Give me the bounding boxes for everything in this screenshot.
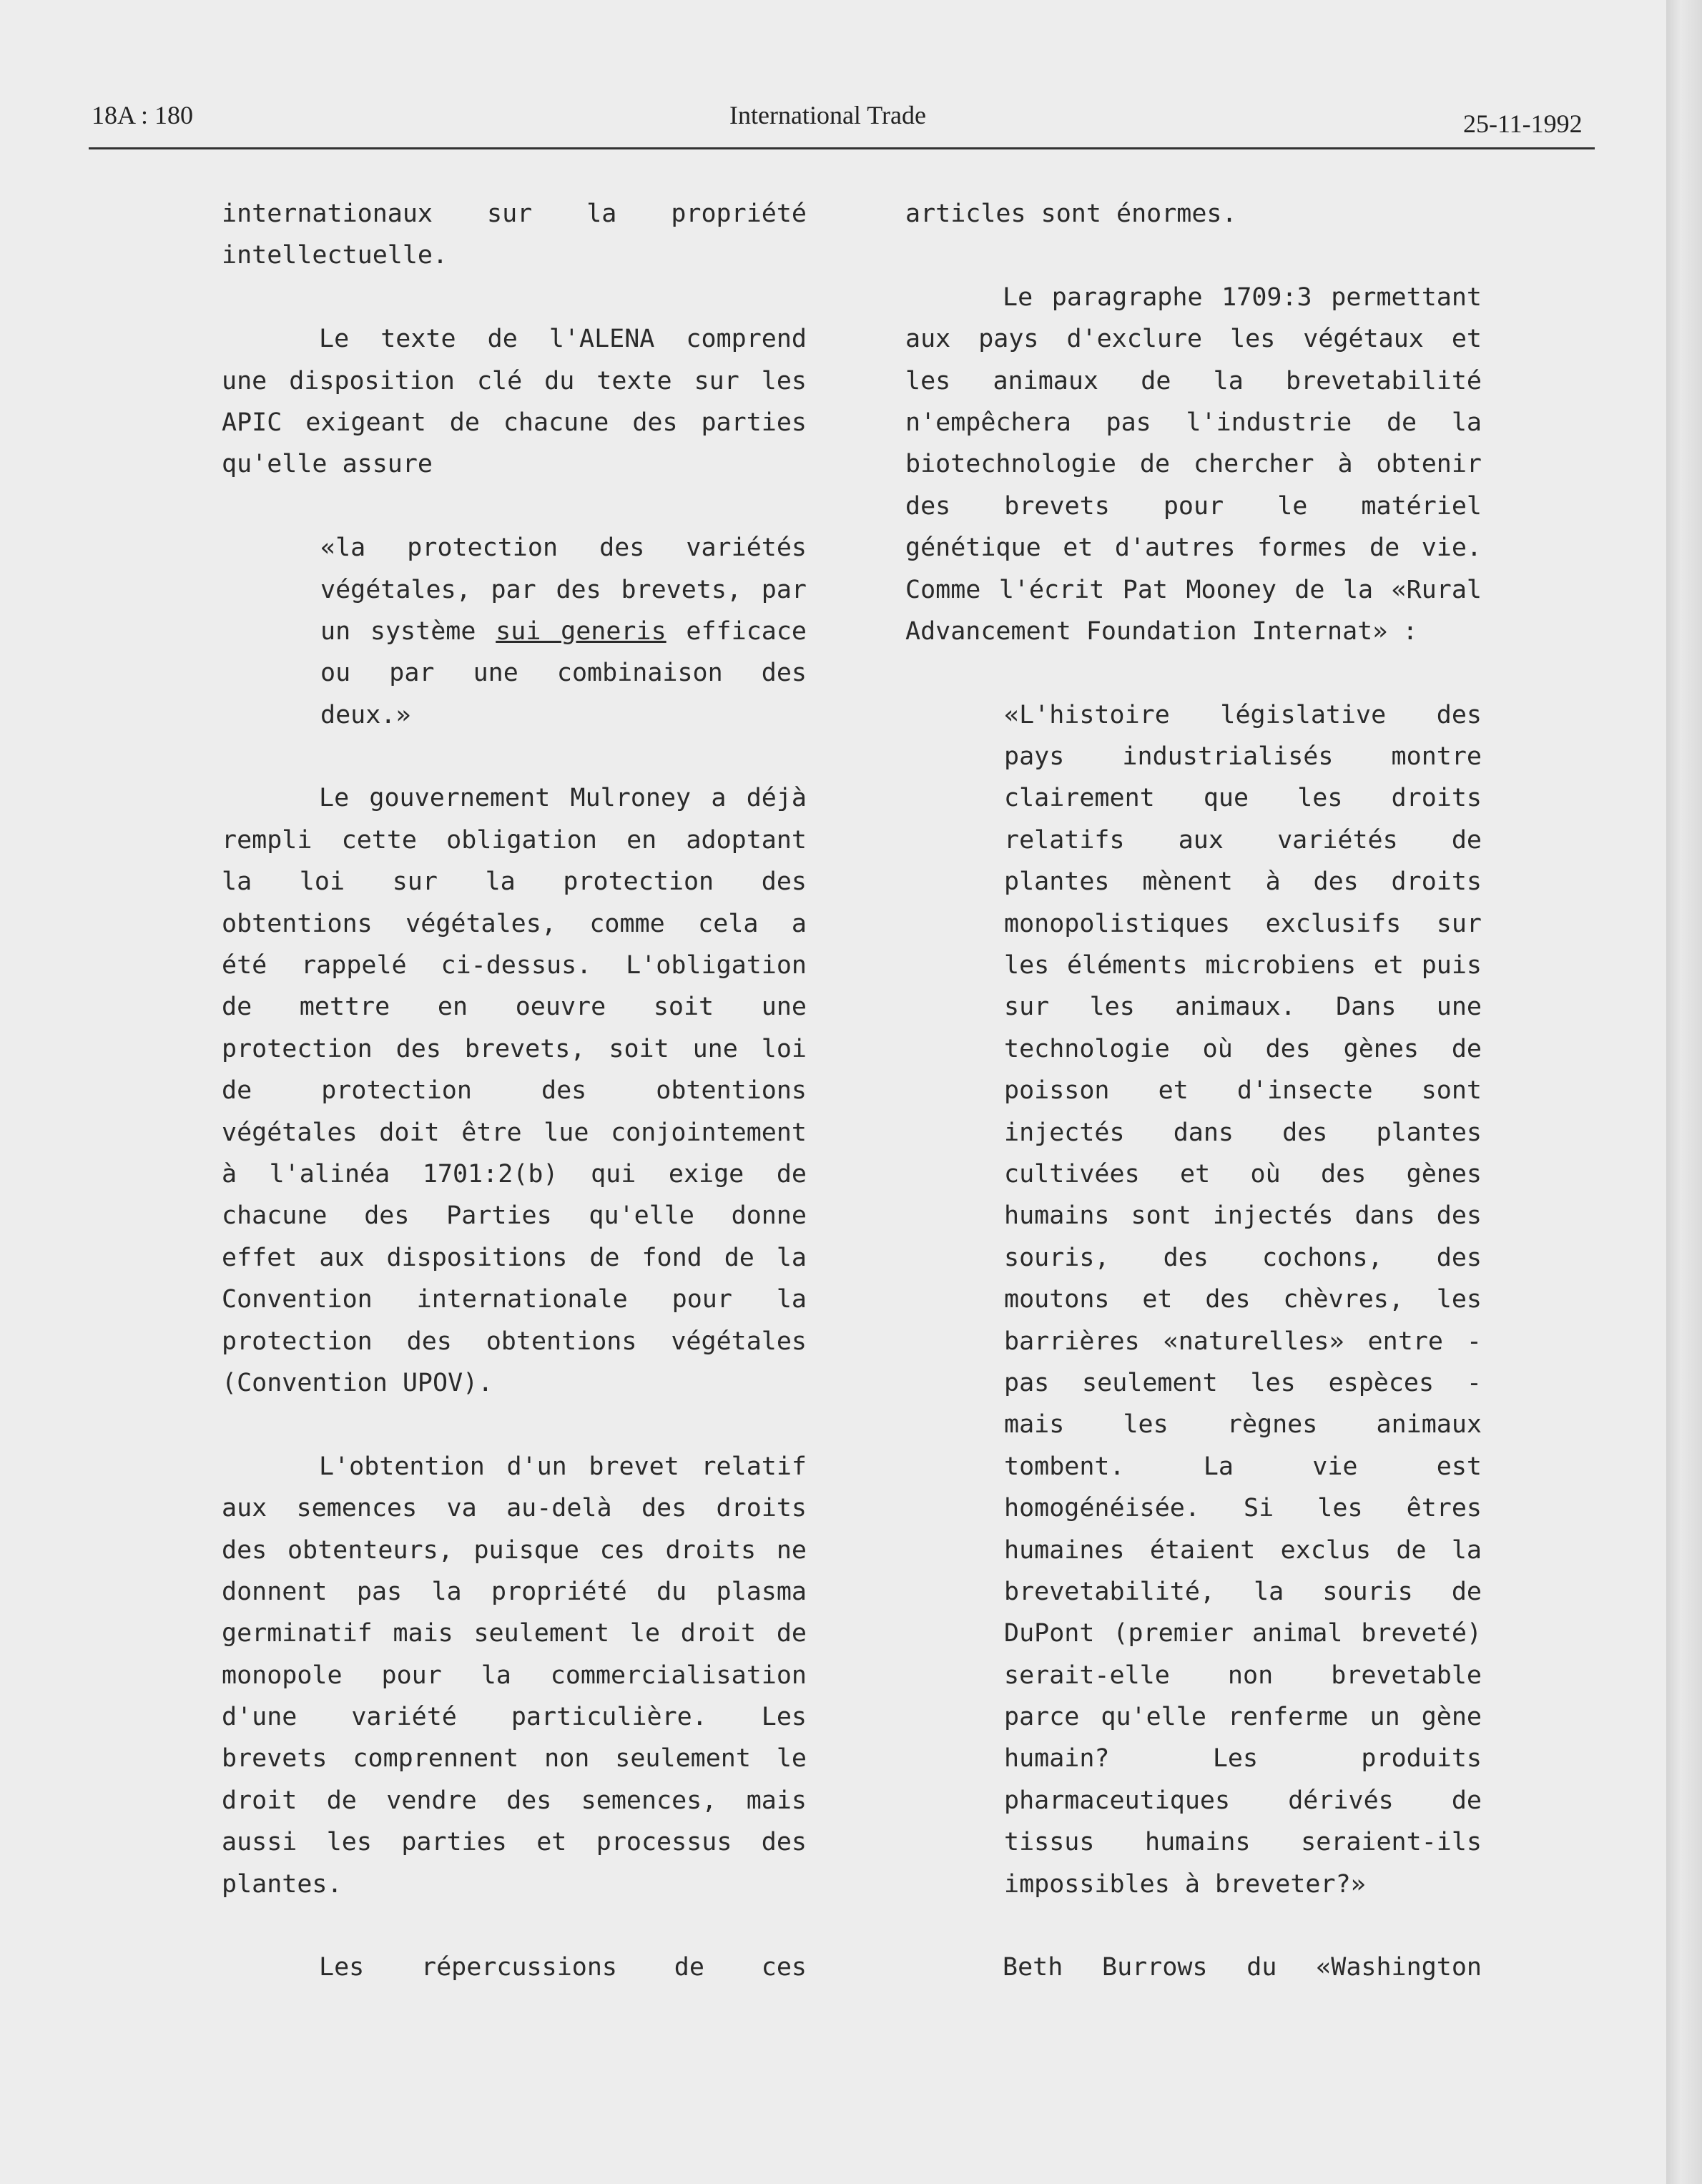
- text-line: Les répercussions de ces: [319, 1953, 807, 1982]
- paragraph-spacer: [222, 1905, 807, 1947]
- paragraph-spacer: [222, 1404, 807, 1445]
- text-line: Le texte de l'ALENA comprend: [319, 325, 807, 354]
- text-line: les éléments microbiens et puis: [1004, 951, 1482, 980]
- text-line: DuPont (premier animal breveté): [1004, 1619, 1482, 1648]
- text-line: aux semences va au-delà des droits: [222, 1494, 807, 1523]
- text-line: été rappelé ci-dessus. L'obligation: [222, 951, 807, 980]
- text-line: végétales doit être lue conjointement: [222, 1118, 807, 1147]
- text-line: des obtenteurs, puisque ces droits ne: [222, 1535, 807, 1565]
- text-line: deux.»: [320, 700, 411, 729]
- text-line: L'obtention d'un brevet relatif: [319, 1452, 807, 1481]
- text-line: d'une variété particulière. Les: [222, 1703, 807, 1732]
- text-line: germinatif mais seulement le droit de: [222, 1619, 807, 1648]
- text-line: homogénéisée. Si les êtres: [1004, 1494, 1482, 1523]
- text-line: Comme l'écrit Pat Mooney de la «Rural: [905, 575, 1482, 604]
- text-line: de protection des obtentions: [222, 1076, 807, 1106]
- text-line: serait-elle non brevetable: [1004, 1661, 1482, 1690]
- text-line: injectés dans des plantes: [1004, 1118, 1482, 1147]
- paragraph-spacer: [905, 235, 1482, 276]
- paragraph-spacer: [222, 736, 807, 777]
- text-line: souris, des cochons, des: [1004, 1243, 1482, 1272]
- text-line: moutons et des chèvres, les: [1004, 1285, 1482, 1314]
- text-line: Beth Burrows du «Washington: [1003, 1953, 1482, 1982]
- text-line: une disposition clé du texte sur les: [222, 366, 807, 395]
- text-line: intellectuelle.: [222, 241, 448, 270]
- text-line: ou par une combinaison des: [320, 659, 807, 688]
- paragraph-spacer: [222, 277, 807, 318]
- text-line: brevets comprennent non seulement le: [222, 1744, 807, 1774]
- text-line: qu'elle assure: [222, 450, 433, 479]
- text-line: pharmaceutiques dérivés de: [1004, 1786, 1482, 1815]
- left-text-column: [222, 193, 807, 1989]
- text-line: internationaux sur la propriété: [222, 200, 807, 228]
- text-line: génétique et d'autres formes de vie.: [905, 533, 1482, 563]
- page-edge-shadow: [1666, 0, 1702, 2184]
- text-line: humaines étaient exclus de la: [1004, 1535, 1482, 1565]
- text-line: n'empêchera pas l'industrie de la: [905, 408, 1482, 437]
- text-line: la loi sur la protection des: [222, 867, 807, 897]
- text-line: aux pays d'exclure les végétaux et: [905, 325, 1482, 354]
- text-line: impossibles à breveter?»: [1004, 1869, 1366, 1899]
- text-line: à l'alinéa 1701:2(b) qui exige de: [222, 1159, 807, 1189]
- text-line: plantes mènent à des droits: [1004, 867, 1482, 897]
- text-line: «L'histoire législative des: [1004, 700, 1482, 729]
- text-line: technologie où des gènes de: [1004, 1034, 1482, 1063]
- paragraph-spacer: [222, 486, 807, 527]
- publication-title: International Trade: [729, 101, 926, 129]
- paragraph-spacer: [905, 652, 1482, 694]
- text-line: poisson et d'insecte sont: [1004, 1076, 1482, 1106]
- paragraph-spacer: [905, 1905, 1482, 1947]
- text-line: protection des brevets, soit une loi: [222, 1034, 807, 1063]
- text-line: de mettre en oeuvre soit une: [222, 993, 807, 1022]
- text-line: végétales, par des brevets, par: [320, 575, 807, 604]
- text-line: pas seulement les espèces -: [1004, 1368, 1482, 1397]
- text-line: Le paragraphe 1709:3 permettant: [1003, 282, 1482, 312]
- text-line: clairement que les droits: [1004, 784, 1482, 813]
- text-line: sur les animaux. Dans une: [1004, 993, 1482, 1022]
- text-line: mais les règnes animaux: [1004, 1410, 1482, 1440]
- text-line: pays industrialisés montre: [1004, 742, 1482, 772]
- text-line: humains sont injectés dans des: [1004, 1201, 1482, 1231]
- text-line: Le gouvernement Mulroney a déjà: [319, 784, 807, 813]
- text-line: plantes.: [222, 1869, 343, 1899]
- text-line: effet aux dispositions de fond de la: [222, 1243, 807, 1272]
- text-line: tissus humains seraient-ils: [1004, 1828, 1482, 1857]
- text-line: donnent pas la propriété du plasma: [222, 1577, 807, 1606]
- text-line: obtentions végétales, comme cela a: [222, 909, 807, 938]
- text-line: humain? Les produits: [1004, 1744, 1482, 1774]
- text-line: articles sont énormes.: [905, 200, 1237, 228]
- text-line: Convention internationale pour la: [222, 1285, 807, 1314]
- text-line: un système sui generis efficace: [320, 616, 807, 646]
- text-line: parce qu'elle renferme un gène: [1004, 1703, 1482, 1732]
- underlined-term: sui generis: [496, 616, 666, 646]
- text-line: les animaux de la brevetabilité: [905, 366, 1482, 395]
- text-line: rempli cette obligation en adoptant: [222, 825, 807, 855]
- right-text-column: [905, 193, 1482, 1989]
- text-line: aussi les parties et processus des: [222, 1828, 807, 1857]
- issue-date: 25-11-1992: [1463, 109, 1583, 138]
- text-line: tombent. La vie est: [1004, 1452, 1482, 1481]
- text-line: chacune des Parties qu'elle donne: [222, 1201, 807, 1231]
- text-line: brevetabilité, la souris de: [1004, 1577, 1482, 1606]
- header-divider: [89, 147, 1595, 149]
- text-line: des brevets pour le matériel: [905, 491, 1482, 521]
- page-reference: 18A : 180: [92, 101, 194, 129]
- text-line: relatifs aux variétés de: [1004, 825, 1482, 855]
- text-line: cultivées et où des gènes: [1004, 1159, 1482, 1189]
- text-line: monopolistiques exclusifs sur: [1004, 909, 1482, 938]
- text-line: (Convention UPOV).: [222, 1368, 493, 1397]
- text-line: barrières «naturelles» entre -: [1004, 1327, 1482, 1356]
- text-line: APIC exigeant de chacune des parties: [222, 408, 807, 437]
- text-line: monopole pour la commercialisation: [222, 1661, 807, 1690]
- text-line: biotechnologie de chercher à obtenir: [905, 450, 1482, 479]
- text-line: droit de vendre des semences, mais: [222, 1786, 807, 1815]
- text-line: Advancement Foundation Internat» :: [905, 616, 1418, 646]
- text-line: protection des obtentions végétales: [222, 1327, 807, 1356]
- text-line: «la protection des variétés: [320, 533, 807, 563]
